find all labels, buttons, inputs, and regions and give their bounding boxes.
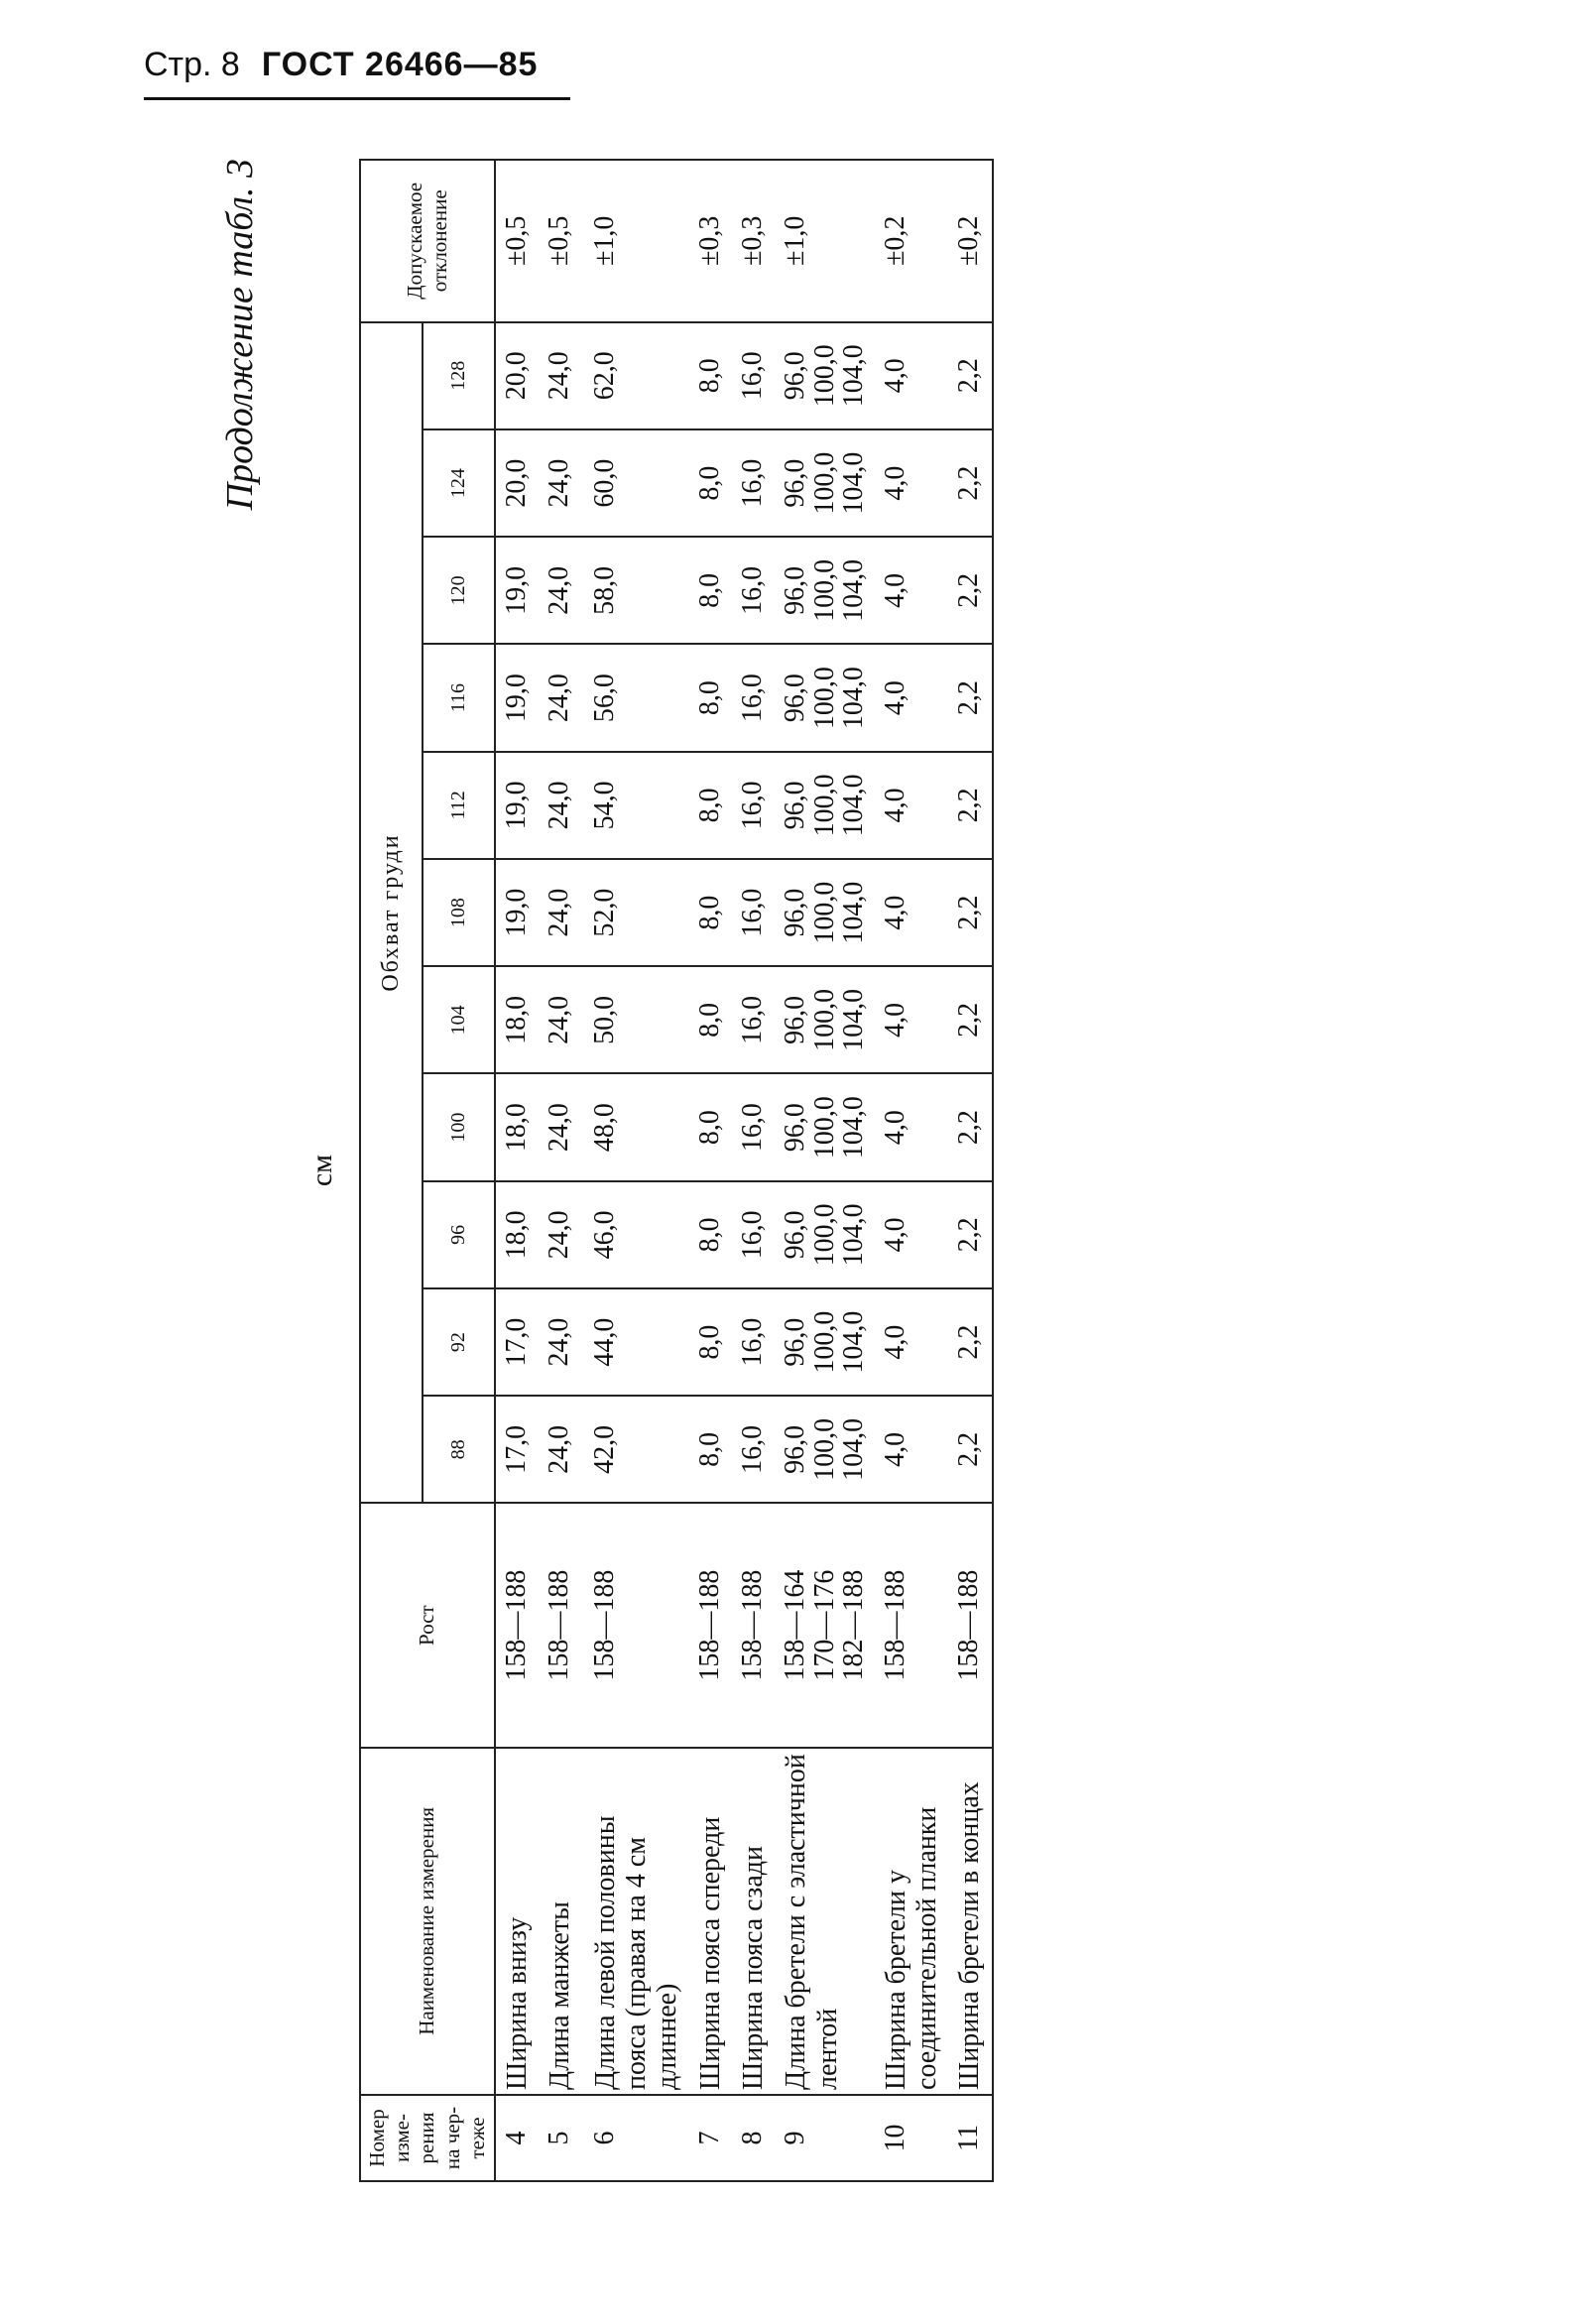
measurement-name: Ширина бретели у соединительной планки: [875, 1748, 949, 2095]
value: 8,0: [693, 1002, 725, 1038]
measurement-name: Ширина внизу: [495, 1748, 539, 2095]
value: 58,0: [588, 565, 620, 615]
value-cell: [948, 537, 992, 644]
rost-value: 158—188: [544, 1569, 575, 1681]
value-cell: [495, 752, 539, 859]
value-cell: [689, 1181, 732, 1288]
value-cell: [495, 1073, 539, 1180]
rost-value: 170—176: [808, 1569, 840, 1681]
size-header: 92: [423, 1288, 495, 1396]
value: 96,0: [780, 673, 811, 723]
table-body: [495, 160, 993, 2181]
table-row: [948, 160, 992, 2181]
value-cell: [775, 429, 874, 537]
value: 20,0: [500, 351, 532, 401]
row-number: 7: [689, 2095, 732, 2181]
size-header: 128: [423, 322, 495, 429]
size-header: 112: [423, 752, 495, 859]
value: 4,0: [879, 1002, 910, 1038]
value-cell: [495, 429, 539, 537]
value-cell: [732, 752, 775, 859]
value: 100,0: [808, 774, 840, 837]
value: 2,2: [953, 1110, 985, 1146]
value-cell: [875, 644, 949, 751]
value-cell: [875, 429, 949, 537]
value: 96,0: [780, 1103, 811, 1153]
value: 104,0: [838, 881, 870, 944]
value-cell: [732, 966, 775, 1073]
value-cell: [948, 1396, 992, 1503]
value-cell: [775, 859, 874, 966]
value: 24,0: [544, 781, 575, 830]
value-cell: [495, 537, 539, 644]
value-cell: [539, 752, 581, 859]
value: 19,0: [500, 888, 532, 937]
value: 16,0: [737, 1103, 769, 1153]
value: 96,0: [780, 1317, 811, 1367]
value-cell: [582, 644, 689, 751]
value: 16,0: [737, 458, 769, 508]
value: 8,0: [693, 1431, 725, 1467]
value-cell: [732, 537, 775, 644]
value: 104,0: [838, 774, 870, 837]
size-header: 124: [423, 429, 495, 537]
value: 96,0: [780, 1210, 811, 1260]
value: 100,0: [808, 344, 840, 408]
value: 4,0: [879, 1431, 910, 1467]
value-cell: [582, 537, 689, 644]
value: 8,0: [693, 1110, 725, 1146]
value: 2,2: [953, 1217, 985, 1253]
value: 104,0: [838, 988, 870, 1051]
value: 24,0: [544, 1424, 575, 1474]
tolerance-value: ±0,2: [875, 160, 949, 322]
rost-cell: [875, 1503, 949, 1747]
value-cell: [775, 322, 874, 429]
row-number: 9: [775, 2095, 874, 2181]
value: 50,0: [588, 995, 620, 1044]
measurement-name: Ширина пояса спереди: [689, 1748, 732, 2095]
tolerance-value: ±1,0: [775, 160, 874, 322]
size-header: 108: [423, 859, 495, 966]
value-cell: [495, 322, 539, 429]
value: 54,0: [588, 781, 620, 830]
value: 16,0: [737, 565, 769, 615]
value: 96,0: [780, 781, 811, 830]
value: 8,0: [693, 895, 725, 930]
rost-cell: [582, 1503, 689, 1747]
value: 100,0: [808, 1096, 840, 1160]
value: 24,0: [544, 1317, 575, 1367]
value-cell: [875, 859, 949, 966]
units-label: см: [305, 1154, 338, 1187]
standard-number: ГОСТ 26466—85: [261, 46, 539, 83]
table-row: [539, 160, 581, 2181]
rost-value: 158—188: [588, 1569, 620, 1681]
value-cell: [539, 1073, 581, 1180]
value-cell: [539, 966, 581, 1073]
value-cell: [495, 1288, 539, 1396]
value-cell: [948, 966, 992, 1073]
value: 100,0: [808, 1310, 840, 1374]
value: 100,0: [808, 881, 840, 944]
value-cell: [732, 1181, 775, 1288]
value: 4,0: [879, 788, 910, 823]
value-cell: [689, 1396, 732, 1503]
value-cell: [582, 1073, 689, 1180]
value-cell: [732, 1073, 775, 1180]
value: 100,0: [808, 988, 840, 1051]
rost-value: 158—188: [737, 1569, 769, 1681]
value: 8,0: [693, 680, 725, 716]
value: 44,0: [588, 1317, 620, 1367]
value: 104,0: [838, 451, 870, 515]
value: 42,0: [588, 1424, 620, 1474]
value-cell: [875, 1073, 949, 1180]
row-number: 8: [732, 2095, 775, 2181]
size-header: 96: [423, 1181, 495, 1288]
rost-value: 182—188: [838, 1569, 870, 1681]
header-tolerance: Допускаемое отклонение: [360, 160, 495, 322]
rost-cell: [495, 1503, 539, 1747]
row-number: 11: [948, 2095, 992, 2181]
value: 4,0: [879, 1110, 910, 1146]
table-row: [495, 160, 539, 2181]
value: 4,0: [879, 465, 910, 501]
value-cell: [775, 1288, 874, 1396]
value-cell: [732, 429, 775, 537]
value: 96,0: [780, 351, 811, 401]
value: 19,0: [500, 565, 532, 615]
size-header: 88: [423, 1396, 495, 1503]
value-cell: [689, 429, 732, 537]
value: 8,0: [693, 1324, 725, 1360]
value: 96,0: [780, 1424, 811, 1474]
row-number: 6: [582, 2095, 689, 2181]
value-cell: [582, 322, 689, 429]
value: 96,0: [780, 888, 811, 937]
value: 24,0: [544, 1103, 575, 1153]
size-header: 116: [423, 644, 495, 751]
value: 19,0: [500, 781, 532, 830]
value: 4,0: [879, 1324, 910, 1360]
rost-value: 158—164: [780, 1569, 811, 1681]
rost-value: 158—188: [953, 1569, 985, 1681]
rost-cell: [539, 1503, 581, 1747]
value: 2,2: [953, 358, 985, 394]
value: 8,0: [693, 1217, 725, 1253]
value-cell: [732, 644, 775, 751]
value-cell: [582, 752, 689, 859]
value: 8,0: [693, 788, 725, 823]
table-row: [775, 160, 874, 2181]
value: 2,2: [953, 680, 985, 716]
value-cell: [775, 966, 874, 1073]
value: 104,0: [838, 1203, 870, 1267]
value-cell: [539, 859, 581, 966]
value-cell: [689, 644, 732, 751]
measurement-name: Ширина пояса сзади: [732, 1748, 775, 2095]
value: 16,0: [737, 995, 769, 1044]
value: 24,0: [544, 673, 575, 723]
value-cell: [539, 322, 581, 429]
value-cell: [948, 322, 992, 429]
tolerance-value: ±0,2: [948, 160, 992, 322]
value-cell: [582, 1181, 689, 1288]
value: 24,0: [544, 351, 575, 401]
value-cell: [689, 966, 732, 1073]
value: 62,0: [588, 351, 620, 401]
measurement-name: Ширина бретели в концах: [948, 1748, 992, 2095]
value-cell: [875, 1396, 949, 1503]
value-cell: [948, 859, 992, 966]
table-row: [732, 160, 775, 2181]
value: 24,0: [544, 458, 575, 508]
value-cell: [495, 859, 539, 966]
value-cell: [539, 644, 581, 751]
size-header: 104: [423, 966, 495, 1073]
table-row: [689, 160, 732, 2181]
value-cell: [732, 859, 775, 966]
value-cell: [539, 429, 581, 537]
table-caption: Продолжение табл. 3: [219, 159, 261, 511]
value-cell: [732, 322, 775, 429]
value: 17,0: [500, 1317, 532, 1367]
value: 8,0: [693, 358, 725, 394]
rost-value: 158—188: [693, 1569, 725, 1681]
value-cell: [775, 644, 874, 751]
value: 2,2: [953, 895, 985, 930]
value-cell: [539, 537, 581, 644]
rost-value: 158—188: [879, 1569, 910, 1681]
value: 4,0: [879, 680, 910, 716]
value-cell: [948, 1181, 992, 1288]
value: 104,0: [838, 344, 870, 408]
value: 2,2: [953, 572, 985, 608]
tolerance-value: ±1,0: [582, 160, 689, 322]
value-cell: [775, 537, 874, 644]
size-header: 100: [423, 1073, 495, 1180]
measurement-table: [359, 159, 994, 2182]
value: 8,0: [693, 572, 725, 608]
value-cell: [875, 537, 949, 644]
value: 96,0: [780, 565, 811, 615]
value: 16,0: [737, 673, 769, 723]
value: 18,0: [500, 995, 532, 1044]
value: 2,2: [953, 1324, 985, 1360]
header-name: Наименование измерения: [360, 1748, 495, 2095]
value: 19,0: [500, 673, 532, 723]
measurement-name: Длина манжеты: [539, 1748, 581, 2095]
header-chest-girth: Обхват груди: [360, 322, 423, 1504]
value: 52,0: [588, 888, 620, 937]
value: 4,0: [879, 1217, 910, 1253]
value: 18,0: [500, 1103, 532, 1153]
value: 24,0: [544, 995, 575, 1044]
rost-cell: [689, 1503, 732, 1747]
value-cell: [948, 429, 992, 537]
value-cell: [495, 1396, 539, 1503]
value: 24,0: [544, 888, 575, 937]
value-cell: [582, 859, 689, 966]
rotated-table-block: [218, 159, 1289, 2182]
value-cell: [948, 752, 992, 859]
value: 4,0: [879, 572, 910, 608]
value: 100,0: [808, 558, 840, 622]
value-cell: [732, 1396, 775, 1503]
value: 104,0: [838, 1310, 870, 1374]
value: 8,0: [693, 465, 725, 501]
tolerance-value: ±0,5: [495, 160, 539, 322]
value-cell: [775, 1181, 874, 1288]
measurement-name: Длина бретели с эластичной лентой: [775, 1748, 874, 2095]
value: 24,0: [544, 1210, 575, 1260]
value: 4,0: [879, 895, 910, 930]
value-cell: [689, 859, 732, 966]
value: 18,0: [500, 1210, 532, 1260]
value: 2,2: [953, 1002, 985, 1038]
value-cell: [948, 1288, 992, 1396]
value-cell: [495, 966, 539, 1073]
rost-cell: [732, 1503, 775, 1747]
size-header: 120: [423, 537, 495, 644]
header-number: Номер изме-рения на чер-теже: [360, 2095, 495, 2181]
value: 46,0: [588, 1210, 620, 1260]
value-cell: [875, 966, 949, 1073]
value-cell: [775, 1073, 874, 1180]
value: 24,0: [544, 565, 575, 615]
rost-cell: [775, 1503, 874, 1747]
value-cell: [875, 1181, 949, 1288]
value: 100,0: [808, 1203, 840, 1267]
value: 100,0: [808, 1417, 840, 1481]
value: 2,2: [953, 788, 985, 823]
value: 16,0: [737, 1424, 769, 1474]
value: 56,0: [588, 673, 620, 723]
table-row: [582, 160, 689, 2181]
value: 16,0: [737, 351, 769, 401]
rost-value: 158—188: [500, 1569, 532, 1681]
value-cell: [582, 966, 689, 1073]
measurement-name: Длина левой половины пояса (правая на 4 см длиннее): [582, 1748, 689, 2095]
tolerance-value: ±0,5: [539, 160, 581, 322]
tolerance-value: ±0,3: [689, 160, 732, 322]
value-cell: [689, 322, 732, 429]
value-cell: [495, 1181, 539, 1288]
value: 16,0: [737, 1210, 769, 1260]
value: 104,0: [838, 667, 870, 730]
value: 4,0: [879, 358, 910, 394]
value: 2,2: [953, 465, 985, 501]
value-cell: [875, 322, 949, 429]
value: 96,0: [780, 458, 811, 508]
value: 16,0: [737, 1317, 769, 1367]
value: 48,0: [588, 1103, 620, 1153]
value: 104,0: [838, 1417, 870, 1481]
rost-cell: [948, 1503, 992, 1747]
row-number: 10: [875, 2095, 949, 2181]
value-cell: [539, 1396, 581, 1503]
value-cell: [582, 429, 689, 537]
value: 20,0: [500, 458, 532, 508]
value-cell: [775, 752, 874, 859]
value-cell: [689, 752, 732, 859]
value-cell: [732, 1288, 775, 1396]
table-row: [875, 160, 949, 2181]
value: 100,0: [808, 667, 840, 730]
value: 17,0: [500, 1424, 532, 1474]
header-rost: Рост: [360, 1503, 495, 1747]
value-cell: [539, 1181, 581, 1288]
value-cell: [875, 752, 949, 859]
value-cell: [875, 1288, 949, 1396]
value: 60,0: [588, 458, 620, 508]
value-cell: [582, 1288, 689, 1396]
row-number: 5: [539, 2095, 581, 2181]
page-number: Стр. 8: [144, 46, 240, 83]
value-cell: [582, 1396, 689, 1503]
value-cell: [495, 644, 539, 751]
value-cell: [775, 1396, 874, 1503]
value-cell: [948, 644, 992, 751]
value-cell: [948, 1073, 992, 1180]
value-cell: [689, 537, 732, 644]
value: 96,0: [780, 995, 811, 1044]
value: 104,0: [838, 558, 870, 622]
row-number: 4: [495, 2095, 539, 2181]
value: 16,0: [737, 888, 769, 937]
value-cell: [539, 1288, 581, 1396]
value: 2,2: [953, 1431, 985, 1467]
page-header: [144, 46, 570, 100]
tolerance-value: ±0,3: [732, 160, 775, 322]
value: 104,0: [838, 1096, 870, 1160]
value: 16,0: [737, 781, 769, 830]
value: 100,0: [808, 451, 840, 515]
value-cell: [689, 1288, 732, 1396]
value-cell: [689, 1073, 732, 1180]
